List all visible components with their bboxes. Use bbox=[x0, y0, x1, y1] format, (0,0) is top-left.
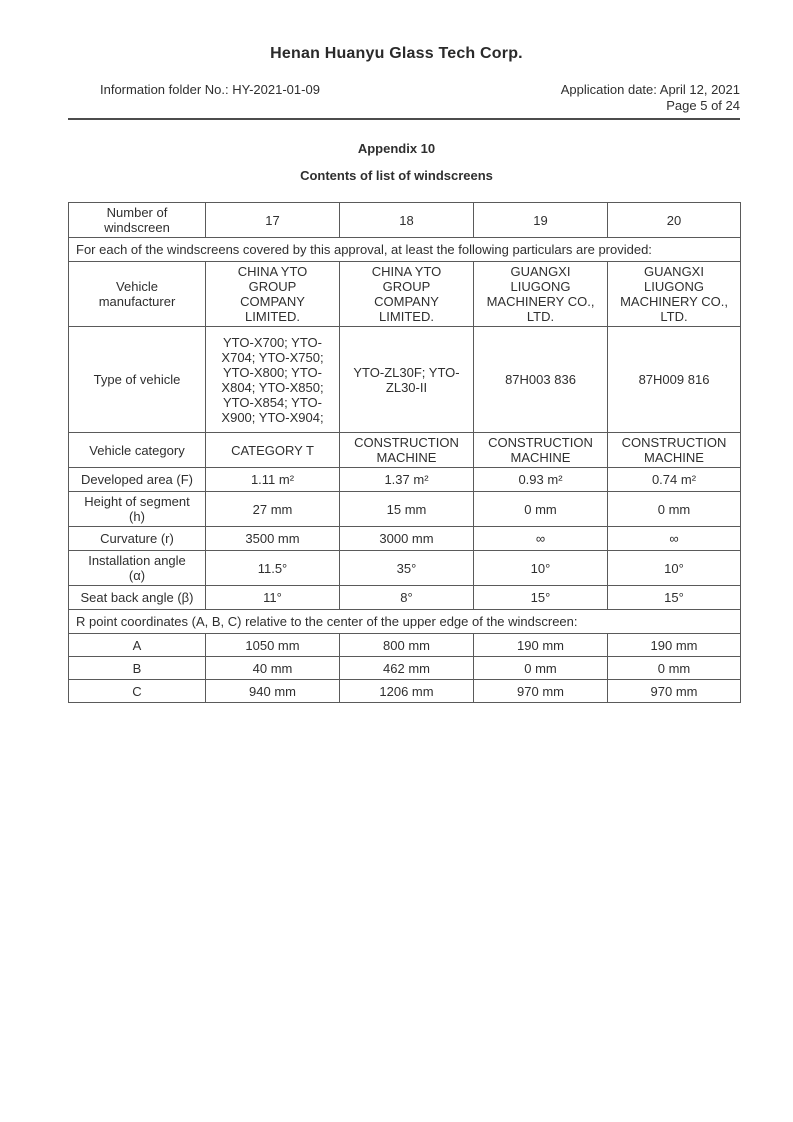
table-row bbox=[69, 657, 741, 680]
cell-value: 87H009 816 bbox=[608, 327, 741, 433]
row-label: Installation angle (α) bbox=[69, 551, 206, 586]
cell-value: 8° bbox=[340, 586, 474, 610]
r-point-note: R point coordinates (A, B, C) relative to the center of the upper edge of the windscreen: bbox=[69, 610, 741, 634]
application-date: Application date: April 12, 2021 bbox=[560, 82, 740, 97]
cell-value: CHINA YTO GROUP COMPANY LIMITED. bbox=[206, 262, 340, 327]
cell-value: GUANGXI LIUGONG MACHINERY CO., LTD. bbox=[474, 262, 608, 327]
cell-value: 15 mm bbox=[340, 492, 474, 527]
row-label: Curvature (r) bbox=[69, 527, 206, 551]
row-label: Vehicle category bbox=[69, 433, 206, 468]
cell-value: CATEGORY T bbox=[206, 433, 340, 468]
cell-value: 0.93 m² bbox=[474, 468, 608, 492]
cell-value: 11.5° bbox=[206, 551, 340, 586]
cell-value: 1.37 m² bbox=[340, 468, 474, 492]
cell-value: 940 mm bbox=[206, 680, 340, 703]
table-row bbox=[69, 680, 741, 703]
table-row bbox=[69, 586, 741, 610]
row-label: Seat back angle (β) bbox=[69, 586, 206, 610]
table-row bbox=[69, 551, 741, 586]
r-point-note-row bbox=[69, 610, 741, 634]
column-header-19: 19 bbox=[474, 203, 608, 238]
cell-value: YTO-ZL30F; YTO-ZL30-II bbox=[340, 327, 474, 433]
row-label: Developed area (F) bbox=[69, 468, 206, 492]
page-number: Page 5 of 24 bbox=[666, 98, 740, 113]
table-row bbox=[69, 262, 741, 327]
cell-value: CHINA YTO GROUP COMPANY LIMITED. bbox=[340, 262, 474, 327]
windscreens-table bbox=[68, 202, 741, 703]
cell-value: 0 mm bbox=[608, 492, 741, 527]
row-label: Height of segment (h) bbox=[69, 492, 206, 527]
row-label: B bbox=[69, 657, 206, 680]
cell-value: 970 mm bbox=[608, 680, 741, 703]
column-header-20: 20 bbox=[608, 203, 741, 238]
header-right-block bbox=[561, 82, 740, 114]
cell-value: 190 mm bbox=[608, 634, 741, 657]
row-label: Vehicle manufacturer bbox=[69, 262, 206, 327]
row-label: Type of vehicle bbox=[69, 327, 206, 433]
cell-value: 3500 mm bbox=[206, 527, 340, 551]
cell-value: 0 mm bbox=[474, 492, 608, 527]
cell-value: 11° bbox=[206, 586, 340, 610]
table-row bbox=[69, 433, 741, 468]
table-row bbox=[69, 492, 741, 527]
intro-note: For each of the windscreens covered by this approval, at least the following particulars are provided: bbox=[69, 238, 741, 262]
cell-value: 35° bbox=[340, 551, 474, 586]
cell-value: CONSTRUCTION MACHINE bbox=[608, 433, 741, 468]
cell-value: 10° bbox=[474, 551, 608, 586]
cell-value: 0 mm bbox=[608, 657, 741, 680]
cell-value: CONSTRUCTION MACHINE bbox=[474, 433, 608, 468]
cell-value: 87H003 836 bbox=[474, 327, 608, 433]
column-header-17: 17 bbox=[206, 203, 340, 238]
cell-value: 15° bbox=[474, 586, 608, 610]
info-folder-number: Information folder No.: HY-2021-01-09 bbox=[100, 82, 320, 97]
corner-label: Number of windscreen bbox=[69, 203, 206, 238]
cell-value: 15° bbox=[608, 586, 741, 610]
cell-value: 1206 mm bbox=[340, 680, 474, 703]
table-header-row bbox=[69, 203, 741, 238]
cell-value: 1050 mm bbox=[206, 634, 340, 657]
appendix-heading: Appendix 10 bbox=[357, 141, 436, 156]
cell-value: 970 mm bbox=[474, 680, 608, 703]
cell-value: YTO-X700; YTO-X704; YTO-X750; YTO-X800; YTO-X804; YTO-X850; YTO-X854; YTO-X900; YTO-X904; bbox=[206, 327, 340, 433]
cell-value: GUANGXI LIUGONG MACHINERY CO., LTD. bbox=[608, 262, 741, 327]
cell-value: ∞ bbox=[474, 527, 608, 551]
table-row bbox=[69, 327, 741, 433]
cell-value: 0.74 m² bbox=[608, 468, 741, 492]
table-row bbox=[69, 468, 741, 492]
cell-value: 10° bbox=[608, 551, 741, 586]
header-info-row bbox=[100, 82, 740, 114]
cell-value: 190 mm bbox=[474, 634, 608, 657]
company-title: Henan Huanyu Glass Tech Corp. bbox=[270, 45, 523, 62]
table-row bbox=[69, 634, 741, 657]
cell-value: 0 mm bbox=[474, 657, 608, 680]
column-header-18: 18 bbox=[340, 203, 474, 238]
intro-note-row bbox=[69, 238, 741, 262]
cell-value: 40 mm bbox=[206, 657, 340, 680]
cell-value: 27 mm bbox=[206, 492, 340, 527]
cell-value: 462 mm bbox=[340, 657, 474, 680]
row-label: C bbox=[69, 680, 206, 703]
cell-value: 1.11 m² bbox=[206, 468, 340, 492]
cell-value: CONSTRUCTION MACHINE bbox=[340, 433, 474, 468]
appendix-subheading: Contents of list of windscreens bbox=[300, 168, 493, 183]
header-divider bbox=[68, 118, 740, 120]
cell-value: 800 mm bbox=[340, 634, 474, 657]
cell-value: ∞ bbox=[608, 527, 741, 551]
table-row bbox=[69, 527, 741, 551]
row-label: A bbox=[69, 634, 206, 657]
cell-value: 3000 mm bbox=[340, 527, 474, 551]
